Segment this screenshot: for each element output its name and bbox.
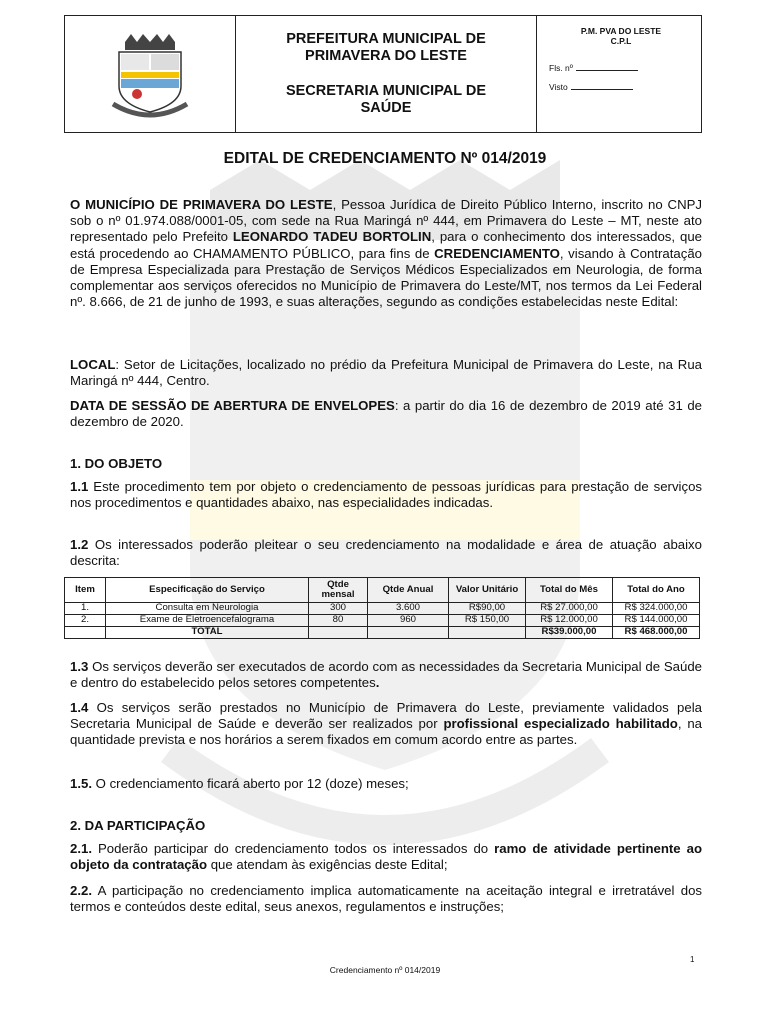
- clause-bold-text: ramo de atividade pertinente ao objeto da contratação: [70, 841, 702, 873]
- page-footer: Credenciamento nº 014/2019: [329, 965, 441, 975]
- local-paragraph: [70, 357, 702, 389]
- cell-valor-unitario: R$90,00: [449, 603, 526, 615]
- cell-qtde-mensal: 300: [309, 603, 368, 615]
- cell-empty: [65, 627, 106, 639]
- org-name-line1: PREFEITURA MUNICIPAL DE: [286, 31, 486, 47]
- clause-number: 1.5.: [70, 776, 92, 791]
- cell-item: 2.: [65, 615, 106, 627]
- municipal-coat-of-arms-icon: [111, 28, 189, 120]
- col-header-valor-unitario: Valor Unitário: [449, 578, 526, 603]
- cell-total-mes-sum: R$39.000,00: [526, 627, 613, 639]
- local-label: LOCAL: [70, 357, 116, 372]
- cell-total-ano: R$ 144.000,00: [613, 615, 700, 627]
- clause-text: A participação no credenciamento implica automaticamente na aceitação integral e irretratável dos termos e conteúdos deste edital, seus anexos, regulamentos e instruções;: [70, 883, 702, 915]
- cell-especificacao: Exame de Eletroencefalograma: [106, 615, 309, 627]
- clause-text: Os serviços serão prestados no Município de Primavera do Leste, previamente validados pela Secretaria Municipal de Saúde e deverão ser realizados por: [70, 700, 702, 732]
- header-reference-cell: [537, 16, 701, 132]
- table-total-row: [65, 627, 700, 639]
- paragraph-1-3: [70, 659, 702, 691]
- cell-total-ano-sum: R$ 468.000,00: [613, 627, 700, 639]
- clause-number: 1.2: [70, 537, 89, 552]
- cell-qtde-anual: 960: [368, 615, 449, 627]
- col-header-total-mes: Total do Mês: [526, 578, 613, 603]
- services-table: [64, 577, 700, 639]
- cell-empty: [449, 627, 526, 639]
- fls-blank-line: [576, 70, 638, 71]
- cell-empty: [309, 627, 368, 639]
- intro-text-1: , Pessoa Jurídica de Direito Público Interno, inscrito no CNPJ sob o nº 01.974.088/0001-05, com sede na Rua Maringá nº 444, em Primavera do Leste – MT, neste ato representado pelo Prefeito: [70, 197, 702, 245]
- col-header-item: Item: [65, 578, 106, 603]
- section-2-heading: 2. DA PARTICIPAÇÃO: [70, 818, 206, 833]
- intro-text-2: , para o conhecimento dos interessados, que está procedendo ao CHAMAMENTO PÚBLICO, para fins de: [70, 229, 702, 261]
- cell-empty: [368, 627, 449, 639]
- clause-number: 2.2.: [70, 883, 92, 898]
- table-row: [65, 615, 700, 627]
- table-header-row: [65, 578, 700, 603]
- clause-number: 1.4: [70, 700, 89, 715]
- org-name-line2: PRIMAVERA DO LESTE: [305, 48, 467, 64]
- intro-paragraph: [70, 197, 702, 310]
- paragraph-1-1: [70, 479, 702, 511]
- reference-line1: P.M. PVA DO LESTE: [580, 26, 662, 36]
- paragraph-1-5: [70, 776, 702, 792]
- reference-line2: C.P.L: [610, 36, 632, 46]
- visto-blank-line: [571, 89, 633, 90]
- cell-qtde-anual: 3.600: [368, 603, 449, 615]
- clause-number: 1.3: [70, 659, 89, 674]
- clause-text: Os serviços deverão ser executados de acordo com as necessidades da Secretaria Municipal de Saúde e dentro do estabelecido pelos setores competentes: [70, 659, 702, 691]
- section-1-heading: 1. DO OBJETO: [70, 456, 163, 471]
- prefeito-name: LEONARDO TADEU BORTOLIN: [232, 229, 432, 245]
- clause-number: 1.1: [70, 479, 89, 494]
- edital-title: EDITAL DE CREDENCIAMENTO Nº 014/2019: [223, 150, 547, 167]
- sessao-text: : a partir do dia 16 de dezembro de 2019 até 31 de dezembro de 2020.: [70, 398, 702, 430]
- dept-name-line1: SECRETARIA MUNICIPAL DE: [285, 83, 487, 99]
- visto-label: Visto: [549, 82, 568, 92]
- col-header-total-ano: Total do Ano: [613, 578, 700, 603]
- cell-total-mes: R$ 27.000,00: [526, 603, 613, 615]
- clause-text-end: que atendam às exigências deste Edital;: [207, 857, 448, 873]
- municipio-name: O MUNICÍPIO DE PRIMAVERA DO LESTE: [70, 197, 333, 212]
- cell-qtde-mensal: 80: [309, 615, 368, 627]
- paragraph-2-1: [70, 841, 702, 873]
- intro-text-3: , visando à Contratação de Empresa Especializada para Prestação de Serviços Médicos Especializados em Neurologia, de forma complementar aos serviços oferecidos no Município de Primavera do Leste/MT, nos termos da Lei Federal nº. 8.666, de 21 de junho de 1993, e suas alterações, segundo as condições estabelecidas neste Edital:: [70, 245, 702, 310]
- page-number: 1: [690, 955, 695, 964]
- clause-text: O credenciamento ficará aberto por 12 (doze) meses;: [92, 776, 409, 791]
- col-header-qtde-mensal: Qtde mensal: [309, 578, 368, 603]
- paragraph-2-2: [70, 883, 702, 915]
- clause-end: .: [375, 675, 380, 691]
- header-title-cell: [236, 16, 537, 132]
- col-header-especificacao: Especificação do Serviço: [106, 578, 309, 603]
- cell-valor-unitario: R$ 150,00: [449, 615, 526, 627]
- clause-text: Este procedimento tem por objeto o credenciamento de pessoas jurídicas para prestação de serviços nos procedimentos e quantidades abaixo, nas especialidades indicadas.: [70, 479, 702, 511]
- cell-total-label: TOTAL: [106, 627, 309, 639]
- clause-text: Poderão participar do credenciamento todos os interessados do: [92, 841, 495, 856]
- local-text: : Setor de Licitações, localizado no prédio da Prefeitura Municipal de Primavera do Leste, na Rua Maringá nº 444, Centro.: [70, 357, 702, 389]
- cell-total-mes: R$ 12.000,00: [526, 615, 613, 627]
- cell-total-ano: R$ 324.000,00: [613, 603, 700, 615]
- clause-text-end: , na quantidade prevista e nos horários a serem fixados em comum acordo entre as partes.: [70, 716, 702, 748]
- table-row: [65, 603, 700, 615]
- clause-bold-text: profissional especializado habilitado: [443, 716, 678, 732]
- col-header-qtde-anual: Qtde Anual: [368, 578, 449, 603]
- paragraph-1-4: [70, 700, 702, 749]
- cell-item: 1.: [65, 603, 106, 615]
- clause-text: Os interessados poderão pleitear o seu credenciamento na modalidade e área de atuação abaixo descrita:: [70, 537, 702, 569]
- header-logo-cell: [65, 16, 236, 132]
- sessao-paragraph: [70, 398, 702, 430]
- cell-especificacao: Consulta em Neurologia: [106, 603, 309, 615]
- dept-name-line2: SAÚDE: [360, 100, 412, 116]
- clause-number: 2.1.: [70, 841, 92, 856]
- credenciamento-term: CREDENCIAMENTO: [434, 245, 560, 261]
- sessao-label: DATA DE SESSÃO DE ABERTURA DE ENVELOPES: [70, 398, 395, 413]
- document-header: [64, 15, 702, 133]
- fls-label: Fls. nº: [549, 63, 573, 73]
- paragraph-1-2: [70, 537, 702, 569]
